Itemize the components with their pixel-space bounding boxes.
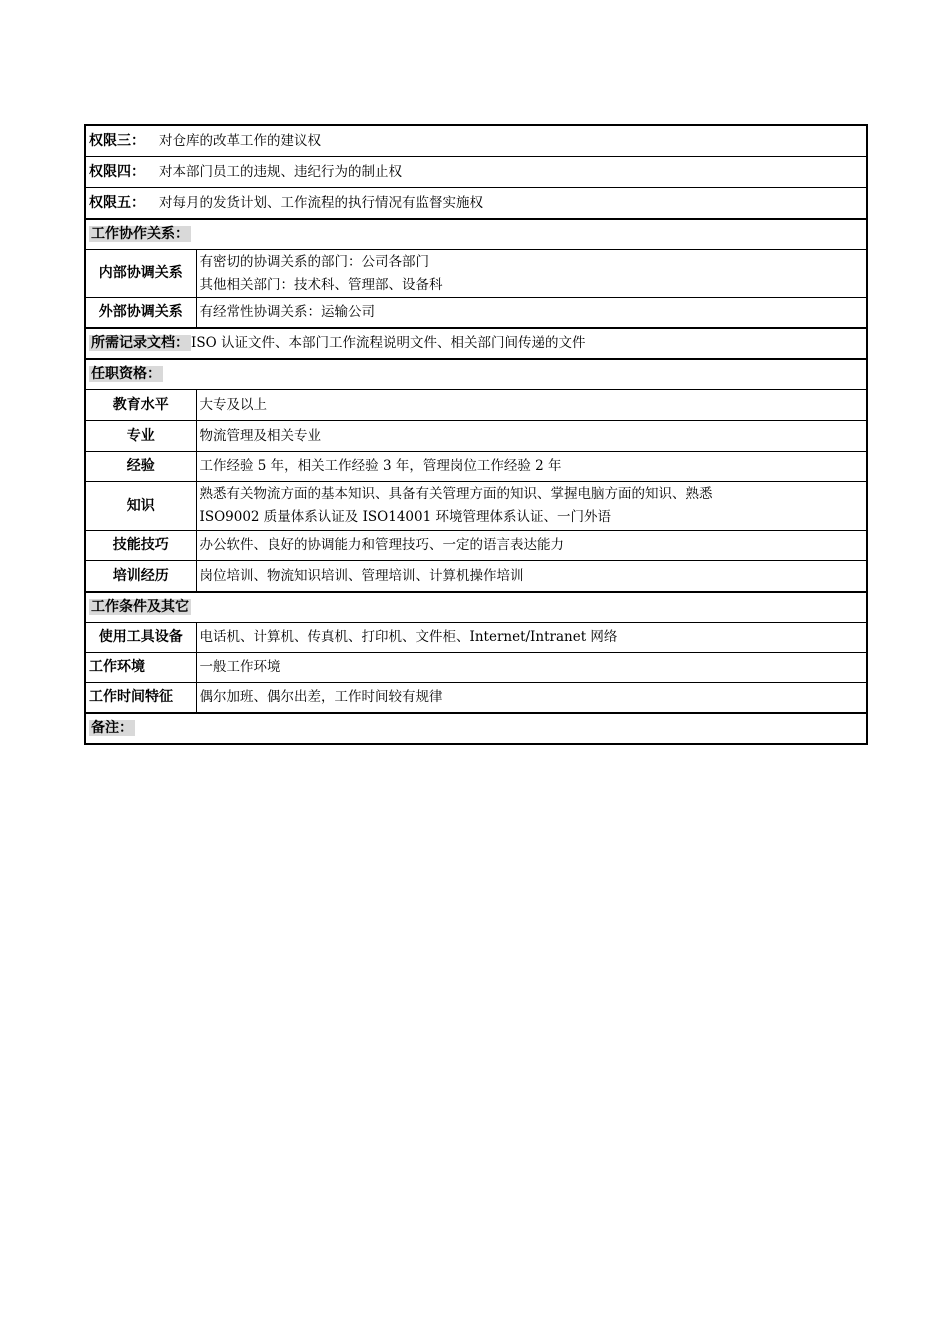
row-label: 内部协调关系 xyxy=(85,250,196,298)
knowledge-row xyxy=(85,482,867,531)
row-value: 电话机、计算机、传真机、打印机、文件柜、Internet/Intranet 网络 xyxy=(196,623,867,653)
records-row xyxy=(85,328,867,359)
training-row xyxy=(85,561,867,593)
authority-value: 对每月的发货计划、工作流程的执行情况有监督实施权 xyxy=(159,194,483,211)
section-title: 备注： xyxy=(91,720,133,736)
authority-label: 权限五： xyxy=(89,194,145,211)
authority-value: 对本部门员工的违规、违纪行为的制止权 xyxy=(159,163,402,180)
row-value: 一般工作环境 xyxy=(196,653,867,683)
records-value: ISO 认证文件、本部门工作流程说明文件、相关部门间传递的文件 xyxy=(191,335,586,351)
job-description-table-sheet xyxy=(84,124,866,745)
row-label: 使用工具设备 xyxy=(85,623,196,653)
authority-row-4 xyxy=(85,157,867,188)
row-value: 办公软件、良好的协调能力和管理技巧、一定的语言表达能力 xyxy=(196,531,867,561)
row-value: 有经常性协调关系：运输公司 xyxy=(196,298,867,329)
authority-label: 权限四： xyxy=(89,163,145,180)
value-line: 其他相关部门：技术科、管理部、设备科 xyxy=(199,276,443,293)
row-label: 经验 xyxy=(85,452,196,482)
tools-row xyxy=(85,623,867,653)
cooperation-section-header xyxy=(85,219,867,250)
row-label: 培训经历 xyxy=(85,561,196,593)
environment-row xyxy=(85,653,867,683)
row-value: 工作经验 5 年，相关工作经验 3 年，管理岗位工作经验 2 年 xyxy=(196,452,867,482)
major-row xyxy=(85,421,867,452)
education-row xyxy=(85,390,867,421)
row-label: 教育水平 xyxy=(85,390,196,421)
section-title: 工作条件及其它 xyxy=(91,599,189,615)
remarks-row xyxy=(85,713,867,744)
authority-row-5 xyxy=(85,188,867,220)
row-value: 偶尔加班、偶尔出差，工作时间较有规律 xyxy=(196,683,867,714)
row-label: 外部协调关系 xyxy=(85,298,196,329)
authority-label: 权限三： xyxy=(89,132,145,149)
value-line: ISO9002 质量体系认证及 ISO14001 环境管理体系认证、一门外语 xyxy=(199,509,611,525)
authority-row-3 xyxy=(85,125,867,157)
authority-value: 对仓库的改革工作的建议权 xyxy=(159,132,321,149)
internal-coordination-row xyxy=(85,250,867,298)
row-value: 大专及以上 xyxy=(196,390,867,421)
external-coordination-row xyxy=(85,298,867,329)
row-value xyxy=(196,250,867,298)
value-line: 熟悉有关物流方面的基本知识、具备有关管理方面的知识、掌握电脑方面的知识、熟悉 xyxy=(199,486,713,502)
conditions-section-header xyxy=(85,592,867,623)
section-title: 工作协作关系： xyxy=(91,226,189,242)
skills-row xyxy=(85,531,867,561)
experience-row xyxy=(85,452,867,482)
row-value xyxy=(196,482,867,531)
row-label: 工作时间特征 xyxy=(85,683,196,714)
section-title: 任职资格： xyxy=(91,366,161,382)
job-description-table xyxy=(84,124,868,745)
row-value: 物流管理及相关专业 xyxy=(196,421,867,452)
row-value: 岗位培训、物流知识培训、管理培训、计算机操作培训 xyxy=(196,561,867,593)
section-title: 所需记录文档： xyxy=(91,335,189,351)
row-label: 专业 xyxy=(85,421,196,452)
row-label: 技能技巧 xyxy=(85,531,196,561)
value-line: 有密切的协调关系的部门：公司各部门 xyxy=(199,253,429,270)
work-time-row xyxy=(85,683,867,714)
qualifications-section-header xyxy=(85,359,867,390)
row-label: 知识 xyxy=(85,482,196,531)
row-label: 工作环境 xyxy=(85,653,196,683)
